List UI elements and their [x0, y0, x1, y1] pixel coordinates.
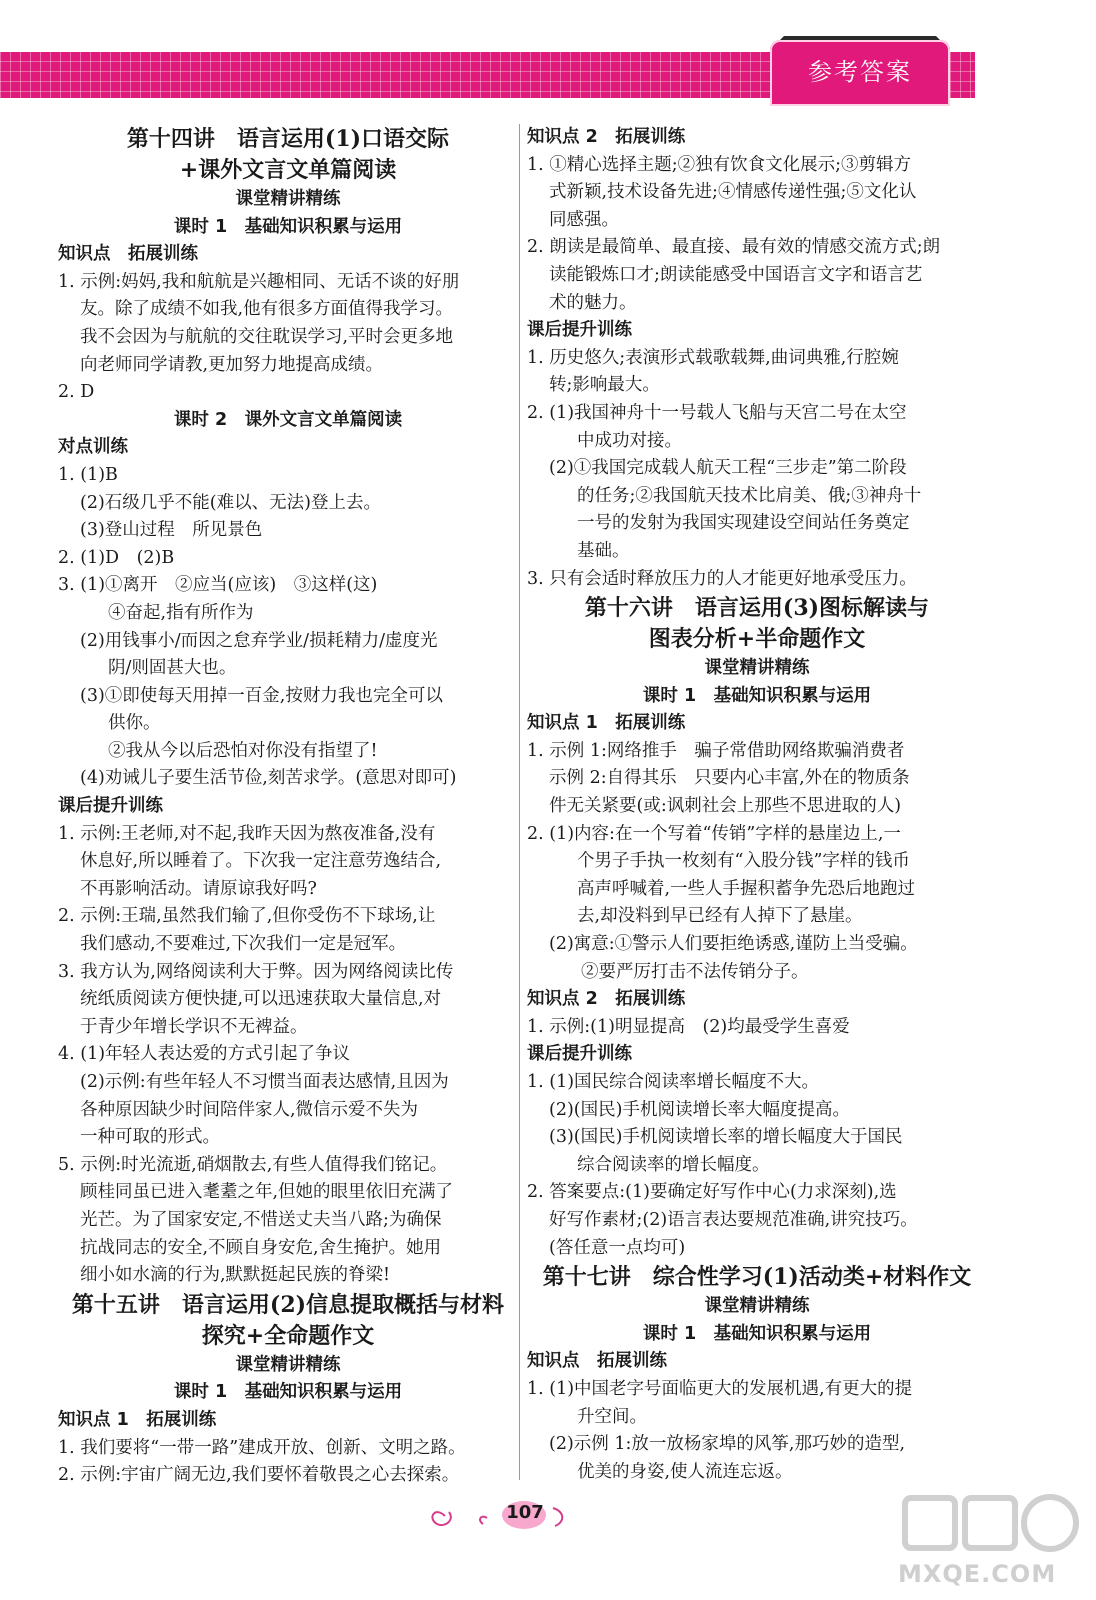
- right-column-line: (答任意一点均可): [549, 1237, 686, 1258]
- right-column-line: 1. (1)国民综合阅读率增长幅度不大。: [527, 1072, 820, 1092]
- left-column-line: 供你。: [108, 713, 161, 734]
- header-tab-label: 参考答案: [808, 58, 912, 86]
- left-column-line: 探究+全命题作文: [201, 1322, 375, 1349]
- left-column-line: (4)劝诫儿子要生活节俭,刻苦求学。(意思对即可): [80, 768, 457, 789]
- right-column-line: 知识点 2 拓展训练: [527, 989, 686, 1010]
- left-column-line: 5. 示例:时光流逝,硝烟散去,有些人值得我们铭记。: [58, 1154, 448, 1175]
- left-column-line: 课堂精讲精练: [235, 1354, 341, 1375]
- right-column-line: (2)寓意:①警示人们要拒绝诱惑,谨防上当受骗。: [549, 934, 918, 955]
- right-column-line: (2)①我国完成载人航天工程“三步走”第二阶段: [549, 458, 907, 479]
- right-column-line: (3)(国民)手机阅读增长率的增长幅度大于国民: [549, 1127, 903, 1148]
- left-column-line: 第十四讲 语言运用(1)口语交际: [126, 126, 450, 152]
- left-column-line: 课时 2 课外文言文单篇阅读: [173, 409, 403, 430]
- right-column-line: 读能锻炼口才;朗读能感受中国语言文字和语言艺: [549, 264, 923, 285]
- right-column-line: 课堂精讲精练: [704, 658, 810, 679]
- right-column-line: 转;影响最大。: [549, 375, 660, 396]
- left-column-line: 1. 示例:妈妈,我和航航是兴趣相同、无话不谈的好朋: [58, 271, 460, 292]
- right-column-line: 个男子手执一枚刻有“入股分钱”字样的钱币: [577, 851, 910, 872]
- right-column-line: 综合阅读率的增长幅度。: [577, 1154, 770, 1175]
- left-column-line: (2)示例:有些年轻人不习惯当面表达感情,且因为: [80, 1072, 449, 1092]
- right-column-line: ②要严厉打击不法传销分子。: [581, 961, 809, 982]
- right-column-line: 件无关紧要(或:讽刺社会上那些不思进取的人): [549, 796, 902, 817]
- left-column-line: 3. 我方认为,网络阅读利大于弊。因为网络阅读比传: [58, 961, 454, 982]
- left-column-line: 课堂精讲精练: [235, 189, 341, 209]
- left-column-line: 2. (1)D (2)B: [58, 547, 175, 568]
- left-column-line: 课后提升训练: [58, 796, 163, 817]
- right-column-line: 高声呼喊着,一些人手握积蓄争先恐后地跑过: [577, 878, 916, 899]
- left-column-line: 阴/则固甚大也。: [108, 658, 237, 679]
- right-column-line: 3. 只有会适时释放压力的人才能更好地承受压力。: [527, 568, 917, 589]
- left-column-line: 对点训练: [58, 437, 128, 458]
- left-column-line: ④奋起,指有所作为: [108, 602, 254, 623]
- column-divider: [519, 124, 520, 1480]
- left-column-line: (3)登山过程 所见景色: [80, 520, 263, 541]
- right-column-line: 课堂精讲精练: [704, 1296, 810, 1317]
- right-column-line: 术的魅力。: [549, 292, 637, 313]
- right-column: [527, 124, 987, 1486]
- right-column-line: 升空间。: [577, 1406, 647, 1427]
- page-number: 107: [506, 1502, 544, 1523]
- right-column-line: 知识点 2 拓展训练: [527, 127, 686, 147]
- left-column-line: 我不会因为与航航的交往耽误学习,平时会更多地: [80, 326, 454, 347]
- right-column-line: 式新颖,技术设备先进;④情感传递性强;⑤文化认: [549, 182, 917, 203]
- right-column-line: 课时 1 基础知识积累与运用: [642, 685, 872, 706]
- right-column-line: 示例 2:自得其乐 只要内心丰富,外在的物质条: [549, 768, 910, 789]
- right-column-line: 的任务;②我国航天技术比肩美、俄;③神舟十: [577, 485, 922, 506]
- left-column-line: 第十五讲 语言运用(2)信息提取概括与材料: [71, 1291, 505, 1318]
- right-column-line: 2. (1)我国神舟十一号载人飞船与天宫二号在太空: [527, 402, 907, 423]
- right-column-line: 2. 答案要点:(1)要确定好写作中心(力求深刻),选: [527, 1182, 897, 1203]
- left-column-line: 1. 我们要将“一带一路”建成开放、创新、文明之路。: [58, 1437, 466, 1458]
- left-column-line: 课时 1 基础知识积累与运用: [173, 216, 403, 237]
- left-column-line: 知识点 拓展训练: [58, 244, 198, 265]
- left-column-line: +课外文言文单篇阅读: [179, 157, 397, 183]
- left-column-line: (2)石级几乎不能(难以、无法)登上去。: [80, 492, 381, 513]
- left-column-line: 2. 示例:宇宙广阔无边,我们要怀着敬畏之心去探索。: [58, 1465, 460, 1486]
- left-column-line: 不再影响活动。请原谅我好吗?: [80, 878, 317, 899]
- right-column-line: 去,却没料到早已经有人掉下了悬崖。: [577, 906, 863, 927]
- right-column-line: 好写作素材;(2)语言表达要规范准确,讲究技巧。: [549, 1209, 918, 1230]
- right-column-line: 优美的身姿,使人流连忘返。: [577, 1461, 793, 1482]
- left-column-line: ②我从今以后恐怕对你没有指望了!: [108, 740, 378, 761]
- right-column-line: 2. 朗读是最简单、最直接、最有效的情感交流方式;朗: [527, 237, 941, 258]
- watermark-text: MXQE.COM: [898, 1560, 1057, 1588]
- right-column-line: 第十六讲 语言运用(3)图标解读与: [584, 595, 930, 622]
- left-column-line: (3)①即使每天用掉一百金,按财力我也完全可以: [80, 685, 443, 706]
- right-column-line: 中成功对接。: [577, 430, 682, 451]
- left-column-line: 2. 示例:王瑞,虽然我们输了,但你受伤不下球场,让: [58, 906, 436, 927]
- right-column-line: 1. (1)中国老字号面临更大的发展机遇,有更大的提: [527, 1378, 913, 1399]
- right-column-line: 课后提升训练: [527, 320, 632, 341]
- right-column-line: 图表分析+半命题作文: [648, 626, 866, 653]
- left-column-line: 4. (1)年轻人表达爱的方式引起了争议: [58, 1044, 351, 1065]
- left-column-line: 细小如水滴的行为,默默挺起民族的脊梁!: [80, 1265, 391, 1286]
- left-column-line: 抗战同志的安全,不顾自身安危,舍生掩护。她用: [80, 1237, 442, 1258]
- right-column-line: 1. 示例 1:网络推手 骗子常借助网络欺骗消费者: [527, 740, 905, 761]
- right-column-line: 知识点 1 拓展训练: [527, 713, 686, 734]
- left-column-line: 光芒。为了国家安定,不惜送丈夫当八路;为确保: [80, 1209, 442, 1230]
- right-column-line: 知识点 拓展训练: [527, 1351, 667, 1372]
- left-column-line: 统纸质阅读方便快捷,可以迅速获取大量信息,对: [80, 989, 442, 1010]
- left-column-line: 我们感动,不要难过,下次我们一定是冠军。: [80, 934, 407, 955]
- right-column-line: 基础。: [577, 540, 630, 561]
- right-column-line: (2)(国民)手机阅读增长率大幅度提高。: [549, 1099, 850, 1120]
- left-column: [58, 124, 518, 1490]
- right-column-line: 同感强。: [549, 209, 619, 230]
- left-column-line: 3. (1)①离开 ②应当(应该) ③这样(这): [58, 575, 378, 596]
- left-column-line: 友。除了成绩不如我,他有很多方面值得我学习。: [80, 299, 454, 320]
- right-column-line: 2. (1)内容:在一个写着“传销”字样的悬崖边上,一: [527, 823, 901, 844]
- right-column-line: 第十七讲 综合性学习(1)活动类+材料作文: [542, 1264, 972, 1291]
- right-column-line: 课时 1 基础知识积累与运用: [642, 1323, 872, 1344]
- right-column-line: 1. 历史悠久;表演形式载歌载舞,曲词典雅,行腔婉: [527, 347, 899, 368]
- left-column-line: 1. (1)B: [58, 464, 118, 485]
- left-column-line: 2. D: [58, 382, 95, 403]
- left-column-line: 知识点 1 拓展训练: [58, 1409, 217, 1430]
- left-column-line: 一种可取的形式。: [80, 1127, 220, 1148]
- left-column-line: (2)用钱事小/而因之怠弃学业/损耗精力/虚度光: [80, 630, 438, 651]
- left-column-line: 向老师同学请教,更加努力地提高成绩。: [80, 354, 384, 375]
- right-column-line: (2)示例 1:放一放杨家埠的风筝,那巧妙的造型,: [549, 1434, 906, 1455]
- left-column-line: 休息好,所以睡着了。下次我一定注意劳逸结合,: [80, 851, 442, 872]
- right-column-line: 课后提升训练: [527, 1044, 632, 1065]
- right-column-line: 1. 示例:(1)明显提高 (2)均最受学生喜爱: [527, 1016, 850, 1037]
- left-column-line: 1. 示例:王老师,对不起,我昨天因为熬夜准备,没有: [58, 823, 436, 844]
- right-column-line: 1. ①精心选择主题;②独有饮食文化展示;③剪辑方: [527, 154, 912, 175]
- left-column-line: 各种原因缺少时间陪伴家人,微信示爱不失为: [80, 1099, 419, 1120]
- left-column-line: 顾桂同虽已进入耄耋之年,但她的眼里依旧充满了: [80, 1182, 454, 1203]
- left-column-line: 课时 1 基础知识积累与运用: [173, 1382, 403, 1403]
- right-column-line: 一号的发射为我国实现建设空间站任务奠定: [577, 513, 910, 534]
- left-column-line: 于青少年增长学识不无裨益。: [80, 1016, 308, 1037]
